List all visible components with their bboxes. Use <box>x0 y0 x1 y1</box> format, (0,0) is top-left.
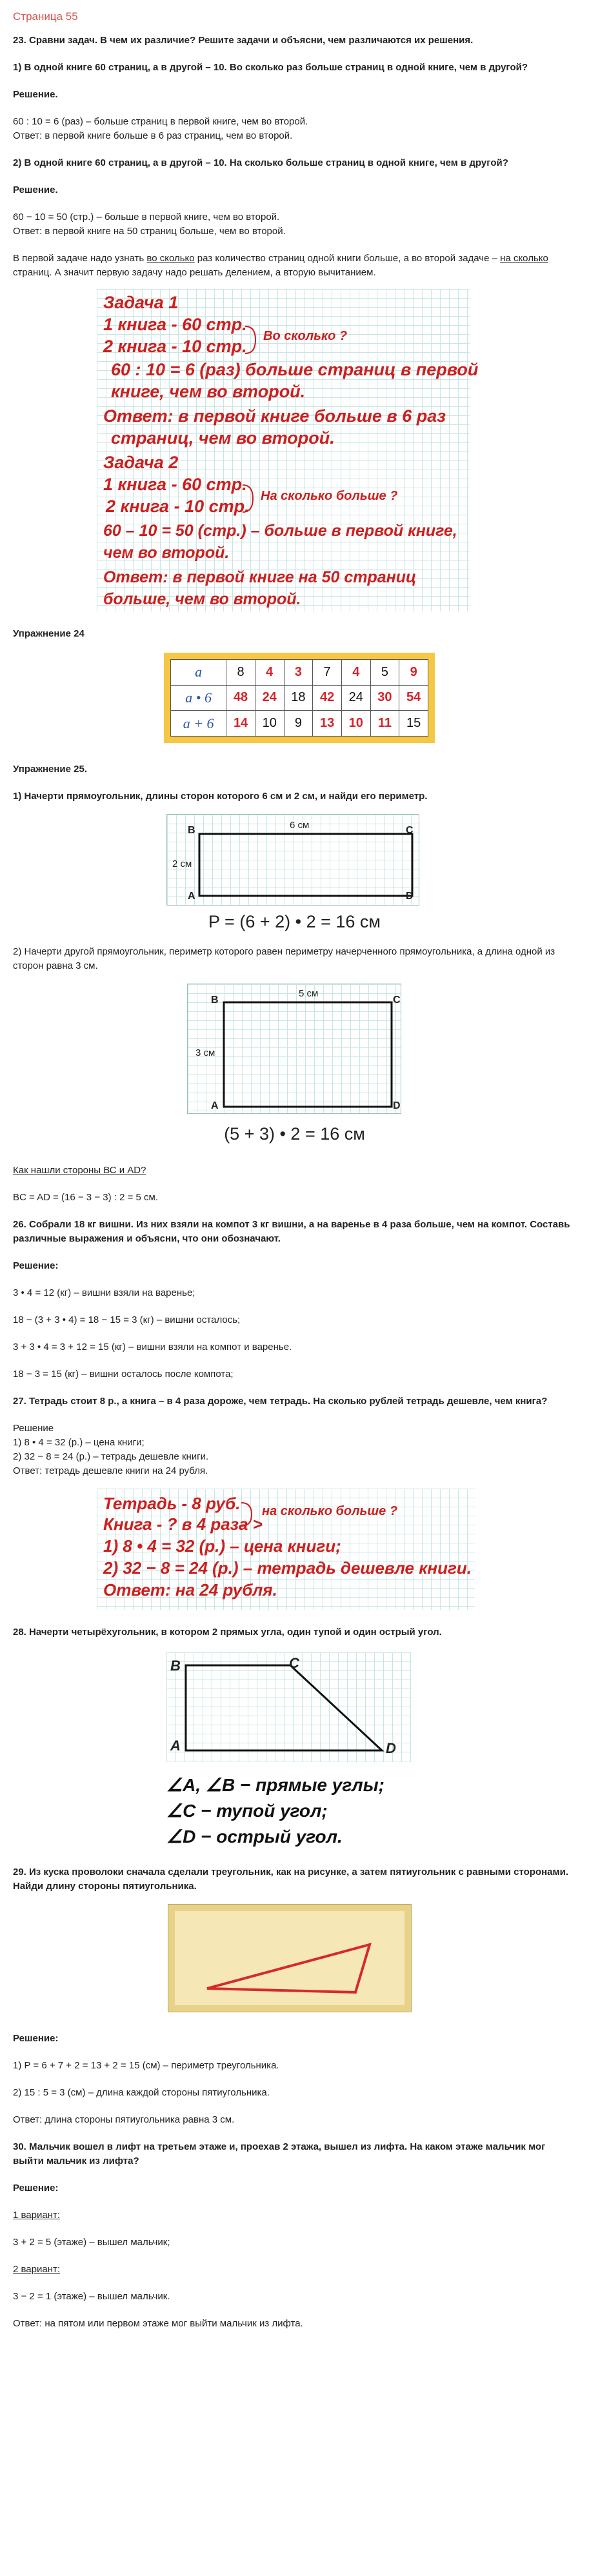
angle-line: ∠D − острый угол. <box>166 1827 343 1847</box>
answer-line: Ответ: на пятом или первом этаже мог выйти мальчик из лифта. <box>13 2318 303 2329</box>
exercise-24-table <box>164 653 435 743</box>
solution-line: 3 − 2 = 1 (этаже) – вышел мальчик. <box>13 2291 170 2302</box>
table-row <box>171 660 428 686</box>
table-row <box>171 711 428 737</box>
side-label: 2 см <box>172 858 192 869</box>
quadrilateral-figure <box>166 1652 412 1762</box>
exercise-25-title: Упражнение 25. <box>13 764 88 775</box>
vertex-label: B <box>188 825 195 836</box>
perimeter-equation-2: (5 + 3) • 2 = 16 см <box>224 1124 365 1144</box>
side-label: 6 см <box>290 820 310 831</box>
table-cell: 9 <box>284 711 313 737</box>
solution-line: 2) 15 : 5 = 3 (см) – длина каждой стороны пятиугольника. <box>13 2087 270 2098</box>
answer-line: Ответ: тетрадь дешевле книги на 24 рубля. <box>13 1465 208 1476</box>
rectangle-figure-2 <box>187 984 401 1114</box>
task-29-solution <box>0 2032 589 2127</box>
row-head: a <box>171 660 226 686</box>
wire-triangle-figure <box>168 1904 412 2012</box>
task-28-heading: 28. Начерти четырёхугольник, в котором 2 прямых угла, один тупой и один острый угол. <box>13 1627 442 1638</box>
task-30-heading: 30. Мальчик вошел в лифт на третьем этаже и, проехав 2 этажа, вышел из лифта. На каком этаже мальчик мог выйти мальчик из лифта? <box>13 2141 546 2166</box>
table-row <box>171 685 428 711</box>
solution-label: Решение. <box>13 89 58 100</box>
hand-line: Книга - ? в 4 раза > <box>103 1514 263 1534</box>
vertex-label: D <box>406 891 414 902</box>
task-29 <box>0 1865 589 1894</box>
exercise-25-question-1: 1) Начерти прямоугольник, длины сторон которого 6 см и 2 см, и найди его периметр. <box>13 791 428 802</box>
hand-line: 1 книга - 60 стр. <box>103 475 247 494</box>
spacer <box>0 2331 589 2344</box>
hand-line: 2 книга - 10 стр. <box>106 497 250 516</box>
solution-label: Решение: <box>13 2033 59 2044</box>
brace-icon <box>241 482 261 515</box>
solution-line: 1) 8 • 4 = 32 (р.) – цена книги; <box>13 1437 145 1448</box>
hand-line: Задача 1 <box>103 293 179 312</box>
variant-label: 1 вариант: <box>13 2210 61 2221</box>
how-question: Как нашли стороны ВС и АD? <box>13 1165 146 1176</box>
exercise-24 <box>0 627 589 641</box>
answer-line: Ответ: в первой книге больше в 6 раз страниц, чем во второй. <box>13 130 293 141</box>
vertex-label: A <box>170 1738 181 1754</box>
explanation-underlined: на сколько <box>500 253 548 264</box>
hand-line: 60 : 10 = 6 (раз) больше страниц в первой <box>111 360 479 379</box>
solution-line: 18 − (3 + 3 • 4) = 18 − 15 = 3 (кг) – вишни осталось; <box>13 1314 241 1325</box>
hand-note: на сколько больше ? <box>262 1504 398 1518</box>
solution-label: Решение. <box>13 184 58 195</box>
table-cell: 4 <box>341 660 370 686</box>
task-23-question-2: 2) В одной книге 60 страниц, а в другой – 10. На сколько больше страниц в одной книге, чем в другой? <box>13 157 508 168</box>
perimeter-equation-1: P = (6 + 2) • 2 = 16 см <box>208 912 381 931</box>
side-label: 5 см <box>299 988 319 999</box>
solution-line: 60 − 10 = 50 (стр.) – больше в первой книге, чем во второй. <box>13 212 280 223</box>
task-29-heading: 29. Из куска проволоки сначала сделали треугольник, как на рисунке, а затем пятиугольник с равными сторонами. Найди длину стороны пятиугольника. <box>13 1867 569 1892</box>
hand-line: Ответ: в первой книге на 50 страниц <box>103 568 417 586</box>
hand-line: 1) 8 • 4 = 32 (р.) – цена книги; <box>103 1536 341 1556</box>
page-header: Страница 55 <box>13 10 78 23</box>
vertex-label: C <box>406 825 414 836</box>
hand-line: 1 книга - 60 стр. <box>103 315 247 334</box>
explanation-text: раз количество страниц одной книги больше, а во второй задаче – <box>194 253 501 264</box>
exercise-25-how <box>0 1164 589 1205</box>
variant-label: 2 вариант: <box>13 2264 61 2275</box>
answer-line: Ответ: длина стороны пятиугольника равна 3 см. <box>13 2114 235 2125</box>
hand-line: Задача 2 <box>103 453 179 472</box>
vertex-label: B <box>170 1658 181 1674</box>
table-cell: 7 <box>313 660 342 686</box>
table-cell: 54 <box>399 685 428 711</box>
task-26-heading: 26. Собрали 18 кг вишни. Из них взяли на компот 3 кг вишни, а на варенье в 4 раза больше, чем на компот. Составь различные выражения и объясни, что они обозначают. <box>13 1219 570 1244</box>
row-head: a • 6 <box>171 685 226 711</box>
table-cell: 10 <box>255 711 284 737</box>
solution-label: Решение: <box>13 1260 59 1271</box>
table-cell: 48 <box>226 685 255 711</box>
exercise-25 <box>0 762 589 804</box>
angles-answer <box>166 1772 589 1850</box>
how-answer: BC = AD = (16 − 3 − 3) : 2 = 5 см. <box>13 1192 159 1203</box>
table-cell: 15 <box>399 711 428 737</box>
red-triangle <box>168 1905 411 2012</box>
vertex-label: D <box>393 1100 401 1111</box>
table-cell: 24 <box>341 685 370 711</box>
handwritten-solution-27 <box>97 1489 475 1610</box>
table-cell: 9 <box>399 660 428 686</box>
solution-line: 3 • 4 = 12 (кг) – вишни взяли на варенье; <box>13 1287 195 1298</box>
explanation-text: страниц. А значит первую задачу надо решать делением, а вторую вычитанием. <box>13 267 376 278</box>
task-28 <box>0 1625 589 1640</box>
hand-line: Тетрадь - 8 руб. <box>103 1494 241 1513</box>
solution-line: 1) P = 6 + 7 + 2 = 13 + 2 = 15 (см) – периметр треугольника. <box>13 2060 279 2071</box>
table-cell: 24 <box>255 685 284 711</box>
side-label: 3 см <box>195 1047 215 1058</box>
vertex-label: B <box>211 995 219 1006</box>
explanation-text: В первой задаче надо узнать <box>13 253 147 264</box>
hand-line: 60 – 10 = 50 (стр.) – больше в первой книге, <box>103 522 457 540</box>
task-23 <box>0 34 589 280</box>
exercise-25-part-2 <box>0 945 589 973</box>
solution-line: 2) 32 − 8 = 24 (р.) – тетрадь дешевле книги. <box>13 1451 209 1462</box>
angle-line: ∠C − тупой угол; <box>166 1801 328 1821</box>
vertex-label: A <box>188 891 195 902</box>
rectangle-5x3 <box>188 984 401 1113</box>
vertex-label: C <box>289 1655 299 1671</box>
answer-line: Ответ: в первой книге на 50 страниц больше, чем во второй. <box>13 226 286 237</box>
hand-line: страниц, чем во второй. <box>111 428 335 448</box>
table-cell: 8 <box>226 660 255 686</box>
task-23-question-1: 1) В одной книге 60 страниц, а в другой – 10. Во сколько раз больше страниц в одной книге, чем в другой? <box>13 62 528 73</box>
solution-line: 60 : 10 = 6 (раз) – больше страниц в первой книге, чем во второй. <box>13 116 308 127</box>
angle-line: ∠A, ∠B − прямые углы; <box>166 1775 384 1795</box>
exercise-25-question-2: 2) Начерти другой прямоугольник, периметр которого равен периметру начерченного прямоугольника, а длина одной из сторон равна 3 см. <box>13 946 555 971</box>
solution-line: 3 + 3 • 4 = 3 + 12 = 15 (кг) – вишни взяли на компот и варенье. <box>13 1342 292 1352</box>
task-27 <box>0 1394 589 1478</box>
vertex-label: D <box>386 1740 396 1756</box>
table-cell: 30 <box>370 685 399 711</box>
solution-line: 3 + 2 = 5 (этаже) – вышел мальчик; <box>13 2237 170 2248</box>
task-27-heading: 27. Тетрадь стоит 8 р., а книга – в 4 раза дороже, чем тетрадь. На сколько рублей тетрадь дешевле, чем книга? <box>13 1396 548 1407</box>
table-cell: 5 <box>370 660 399 686</box>
hand-note: Во сколько ? <box>263 329 348 343</box>
hand-line: 2 книга - 10 стр. <box>103 337 247 356</box>
hand-line: 2) 32 − 8 = 24 (р.) – тетрадь дешевле книги. <box>103 1558 472 1578</box>
hand-line: Ответ: на 24 рубля. <box>103 1580 277 1600</box>
table-cell: 10 <box>341 711 370 737</box>
table-cell: 4 <box>255 660 284 686</box>
solution-line: 18 − 3 = 15 (кг) – вишни осталось после компота; <box>13 1369 234 1380</box>
exercise-24-title: Упражнение 24 <box>13 628 85 639</box>
solution-label: Решение <box>13 1423 54 1434</box>
solution-label: Решение: <box>13 2183 59 2194</box>
table-cell: 42 <box>313 685 342 711</box>
table-cell: 3 <box>284 660 313 686</box>
task-30 <box>0 2140 589 2331</box>
vertex-label: A <box>211 1100 219 1111</box>
explanation <box>13 252 576 280</box>
hand-line: чем во второй. <box>103 544 230 562</box>
hand-note: На сколько больше ? <box>261 489 398 503</box>
task-23-heading: 23. Сравни задач. В чем их различие? Решите задачи и объясни, чем различаются их решения. <box>13 35 474 46</box>
brace-icon <box>244 324 263 356</box>
table-cell: 13 <box>313 711 342 737</box>
explanation-underlined: во сколько <box>146 253 195 264</box>
table-cell: 14 <box>226 711 255 737</box>
rectangle-figure-1 <box>166 814 419 906</box>
table-cell: 18 <box>284 685 313 711</box>
row-head: a + 6 <box>171 711 226 737</box>
table-cell: 11 <box>370 711 399 737</box>
hand-line: больше, чем во второй. <box>103 590 301 608</box>
value-table <box>170 659 428 737</box>
task-26 <box>0 1218 589 1382</box>
hand-line: книге, чем во второй. <box>111 382 306 401</box>
hand-line: Ответ: в первой книге больше в 6 раз <box>103 406 446 426</box>
brace-icon <box>240 1500 259 1529</box>
vertex-label: C <box>393 995 401 1006</box>
handwritten-solution-23 <box>97 289 479 611</box>
